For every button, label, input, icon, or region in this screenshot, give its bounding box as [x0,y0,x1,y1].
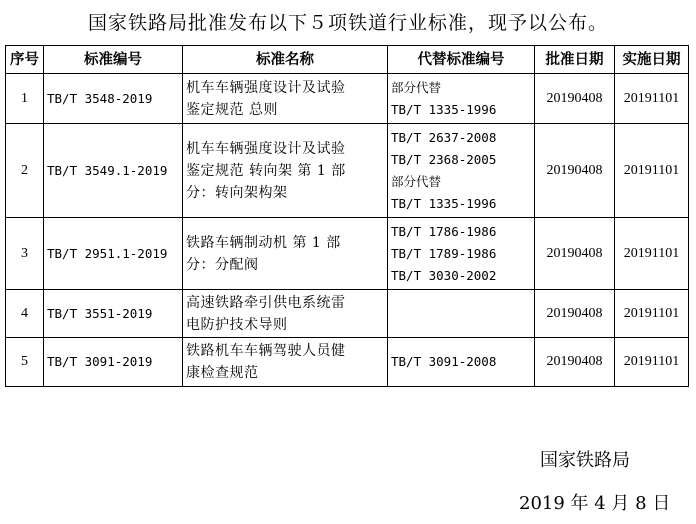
name-line: 机车车辆强度设计及试验 [186,140,346,157]
name-line: 电防护技术导则 [186,316,288,333]
row-replaces [388,124,535,218]
row-name [183,124,388,218]
row-code: TB/T 3549.1-2019 [44,124,183,218]
row-code: TB/T 2951.1-2019 [44,218,183,290]
row-no: 2 [6,124,44,218]
table-row [6,218,689,290]
standards-table [5,45,689,387]
header-approved: 批准日期 [535,46,615,74]
row-name [183,74,388,124]
name-line: 鉴定规范 转向架 第 1 部 [186,162,346,179]
name-line: 分：转向架构架 [186,184,288,201]
issue-date: 2019 年 4 月 8 日 [519,493,671,514]
replaces-line: TB/T 1335-1996 [391,195,497,211]
header-replaces: 代替标准编号 [388,46,535,74]
row-effective: 20191101 [615,290,689,338]
replaces-line: 部分代替 [391,173,442,189]
row-approved: 20190408 [535,124,615,218]
row-code: TB/T 3548-2019 [44,74,183,124]
name-line: 铁路机车车辆驾驶人员健 [186,343,346,359]
replaces-line: 部分代替 [391,79,442,95]
header-name: 标准名称 [183,46,388,74]
name-line: 高速铁路牵引供电系统雷 [186,294,346,311]
row-approved: 20190408 [535,218,615,290]
row-replaces [388,338,535,387]
replaces-line: TB/T 1335-1996 [391,101,497,117]
replaces-line: TB/T 2368-2005 [391,151,497,167]
replaces-line: TB/T 3091-2008 [391,354,497,369]
row-name [183,290,388,338]
table-row [6,338,689,387]
row-effective: 20191101 [615,74,689,124]
table-row [6,124,689,218]
row-name [183,338,388,387]
row-replaces [388,74,535,124]
name-line: 分：分配阀 [186,256,259,273]
replaces-line: TB/T 1789-1986 [391,245,497,261]
name-line: 康检查规范 [186,365,259,381]
row-effective: 20191101 [615,218,689,290]
replaces-line: TB/T 1786-1986 [391,223,497,239]
name-line: 鉴定规范 总则 [186,101,278,118]
row-code: TB/T 3091-2019 [44,338,183,387]
row-approved: 20190408 [535,338,615,387]
table-row [6,290,689,338]
intro-text: 国家铁路局批准发布以下５项铁道行业标准，现予以公布。 [87,12,608,34]
row-effective: 20191101 [615,338,689,387]
header-effective: 实施日期 [615,46,689,74]
row-no: 4 [6,290,44,338]
header-code: 标准编号 [44,46,183,74]
replaces-line: TB/T 3030-2002 [391,267,497,283]
issuer-signature: 国家铁路局 [540,450,630,471]
name-line: 机车车辆强度设计及试验 [186,79,346,96]
replaces-line: TB/T 2637-2008 [391,129,497,145]
row-code: TB/T 3551-2019 [44,290,183,338]
row-approved: 20190408 [535,74,615,124]
row-effective: 20191101 [615,124,689,218]
row-no: 3 [6,218,44,290]
table-header-row [6,46,689,74]
row-name [183,218,388,290]
row-replaces [388,218,535,290]
row-no: 5 [6,338,44,387]
row-no: 1 [6,74,44,124]
row-replaces [388,290,535,338]
header-no: 序号 [6,46,44,74]
row-approved: 20190408 [535,290,615,338]
name-line: 铁路车辆制动机 第 1 部 [186,234,341,251]
table-row [6,74,689,124]
